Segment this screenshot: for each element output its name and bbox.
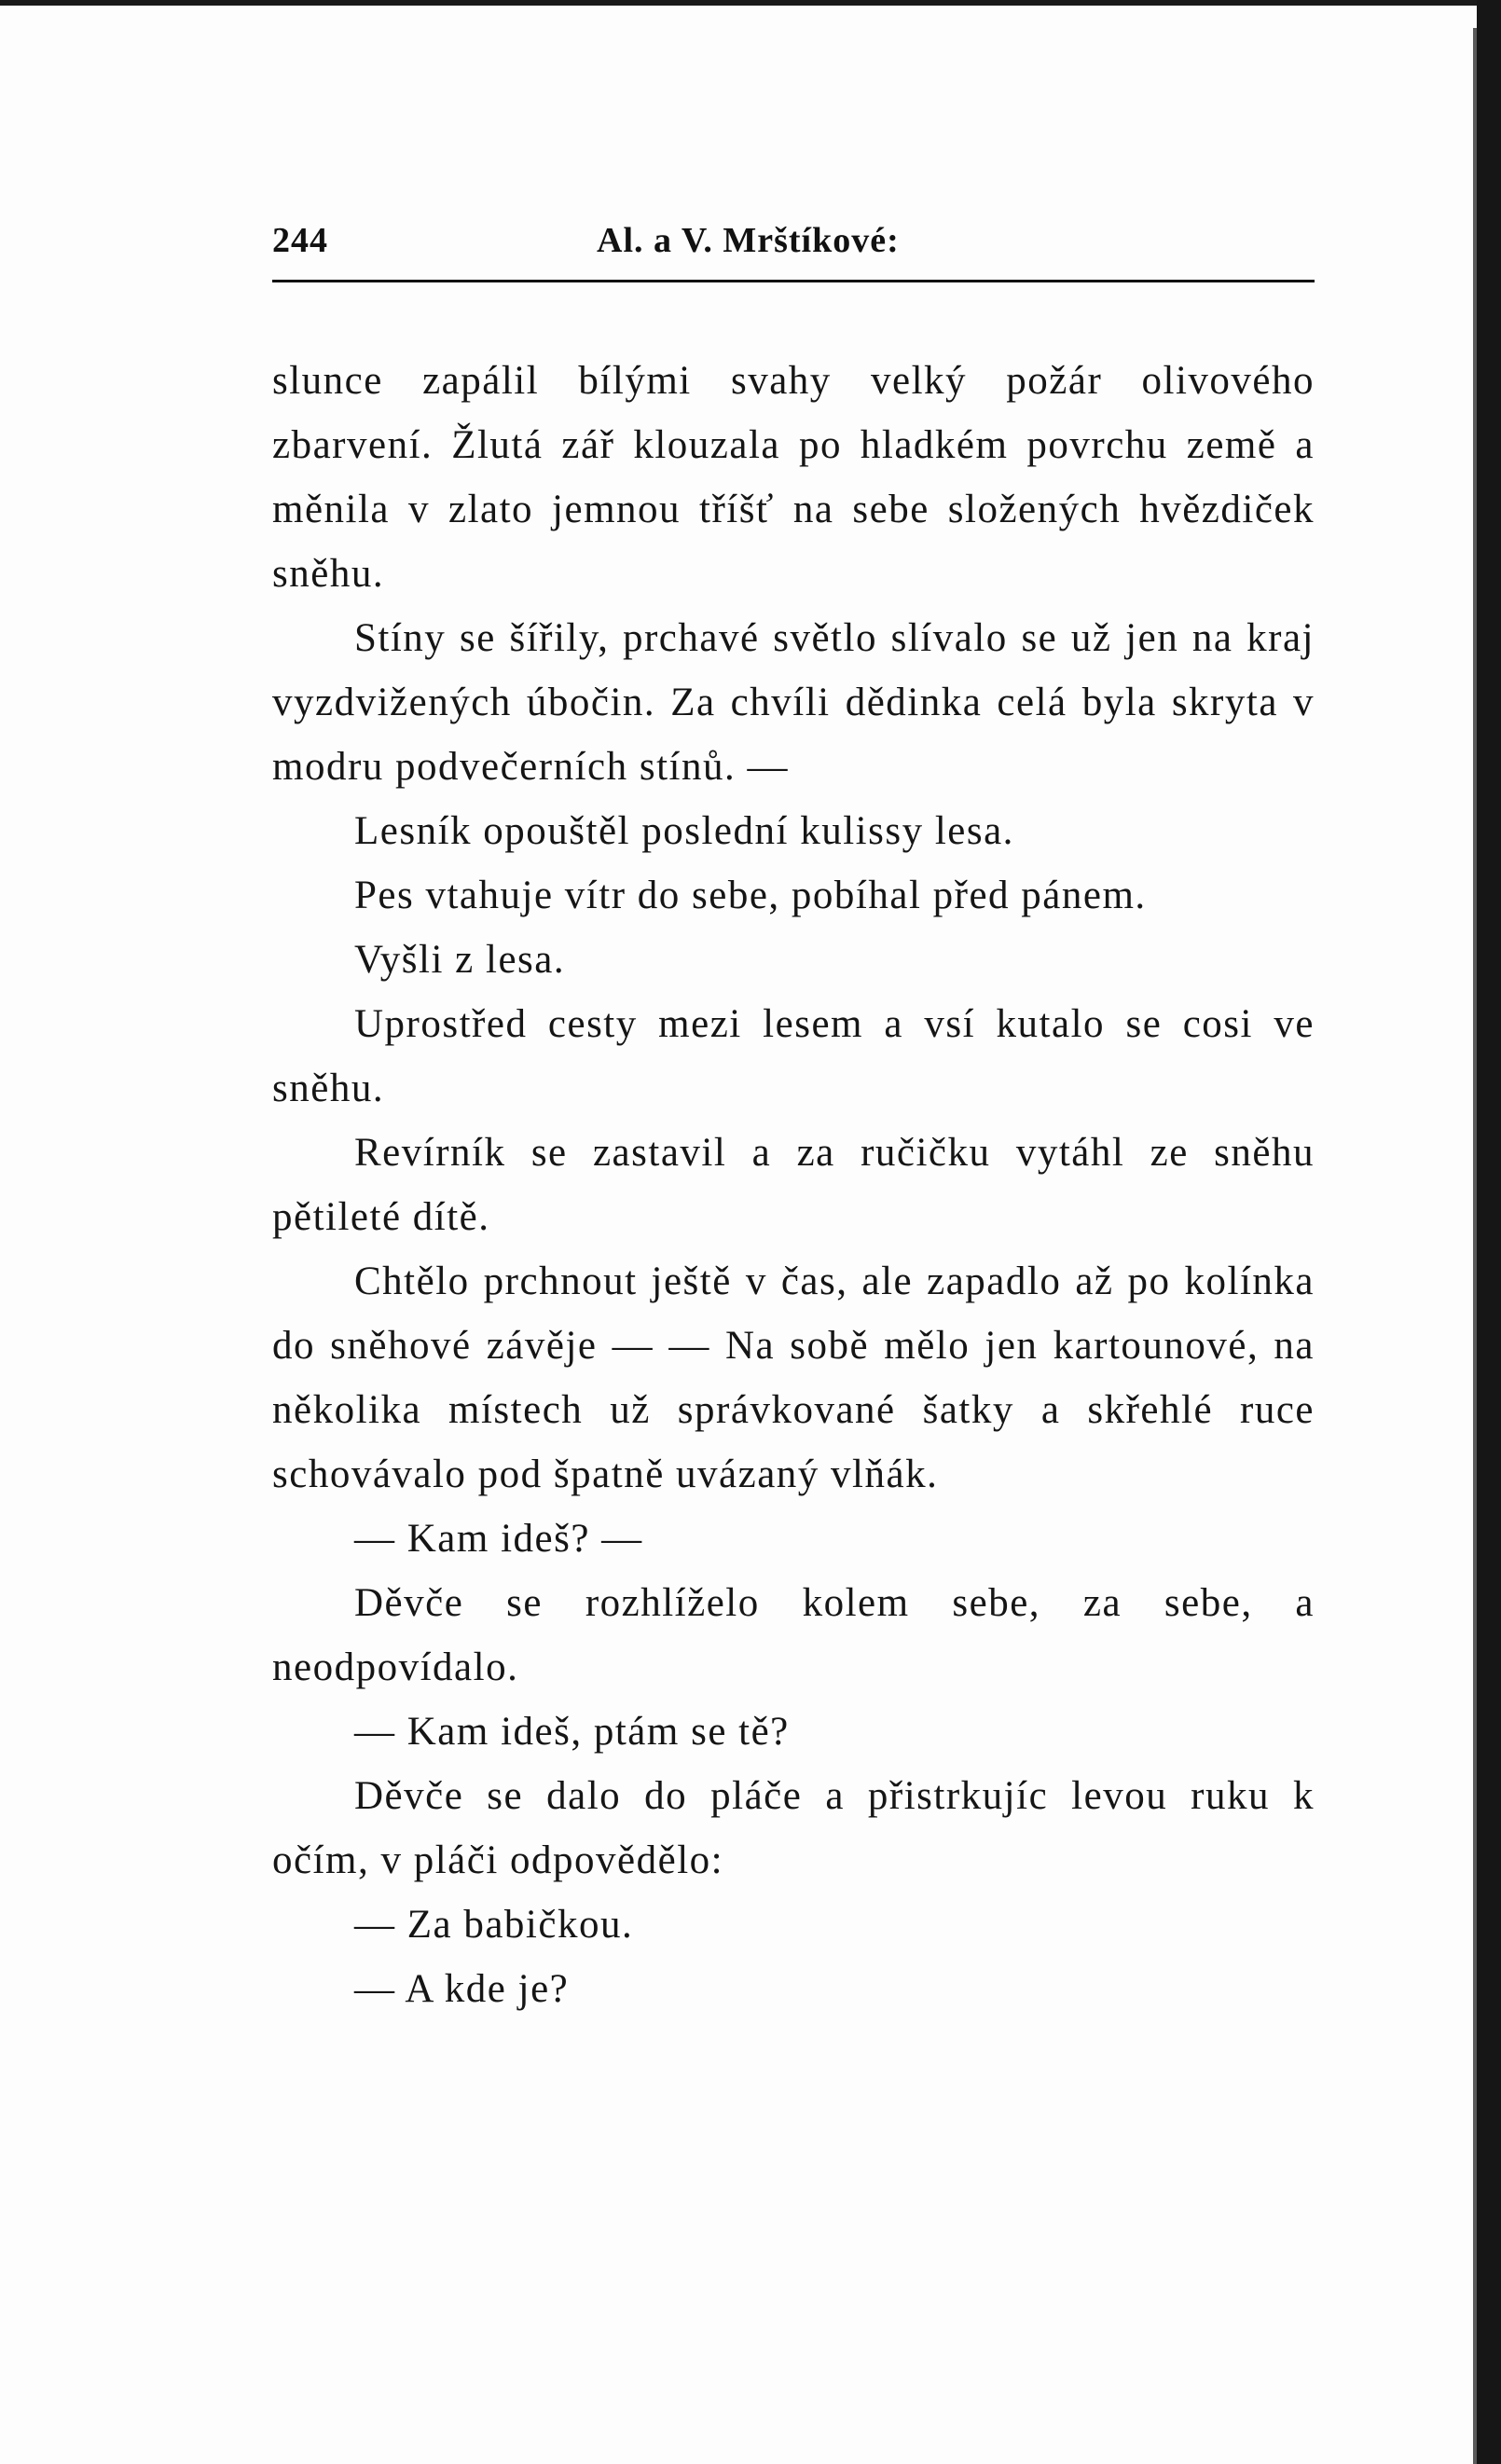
scan-border-right xyxy=(1477,0,1501,2464)
page-number: 244 xyxy=(272,221,328,260)
scan-border-shadow xyxy=(1473,28,1477,2464)
paragraph: — Za babičkou. xyxy=(354,1903,634,1947)
body-text xyxy=(272,349,1315,2021)
paragraph: Děvče se rozhlíželo kolem sebe, za sebe, a neodpovídalo. xyxy=(272,1581,1315,1689)
paragraph: — Kam ideš? — xyxy=(354,1517,643,1561)
author-title: Al. a V. Mrštíkové: xyxy=(597,221,900,260)
paragraph: Děvče se dalo do pláče a přistrkujíc levou ruku k očím, v pláči odpovědělo: xyxy=(272,1774,1315,1882)
paragraph: Uprostřed cesty mezi lesem a vsí kutalo se cosi ve sněhu. xyxy=(272,1002,1315,1110)
paragraph: Revírník se zastavil a za ručičku vytáhl ze sněhu pětileté dítě. xyxy=(272,1131,1315,1239)
paragraph: Stíny se šířily, prchavé světlo slívalo se už jen na kraj vyzdvižených úbočin. Za chvíli dědinka celá byla skryta v modru podvečerních stínů. — xyxy=(272,616,1315,789)
paragraph: Lesník opouštěl poslední kulissy lesa. xyxy=(354,809,1014,853)
scan-border-top xyxy=(0,0,1501,6)
paragraph: Vyšli z lesa. xyxy=(354,938,566,982)
running-head xyxy=(272,220,1315,267)
paragraph: slunce zapálil bílými svahy velký požár olivového zbarvení. Žlutá zář klouzala po hladkém povrchu země a měnila v zlato jemnou tříšť na sebe složených hvězdiček sněhu. xyxy=(272,359,1315,596)
paragraph: — A kde je? xyxy=(354,1967,570,2011)
paragraph: Chtělo prchnout ještě v čas, ale zapadlo až po kolínka do sněhové závěje — — Na sobě mělo jen kartounové, na několika místech už správkované šatky a skřehlé ruce schovávalo pod špatně uvázaný vlňák. xyxy=(272,1260,1315,1496)
paragraph: — Kam ideš, ptám se tě? xyxy=(354,1710,790,1754)
paragraph: Pes vtahuje vítr do sebe, pobíhal před pánem. xyxy=(354,874,1147,917)
header-rule xyxy=(272,280,1315,282)
